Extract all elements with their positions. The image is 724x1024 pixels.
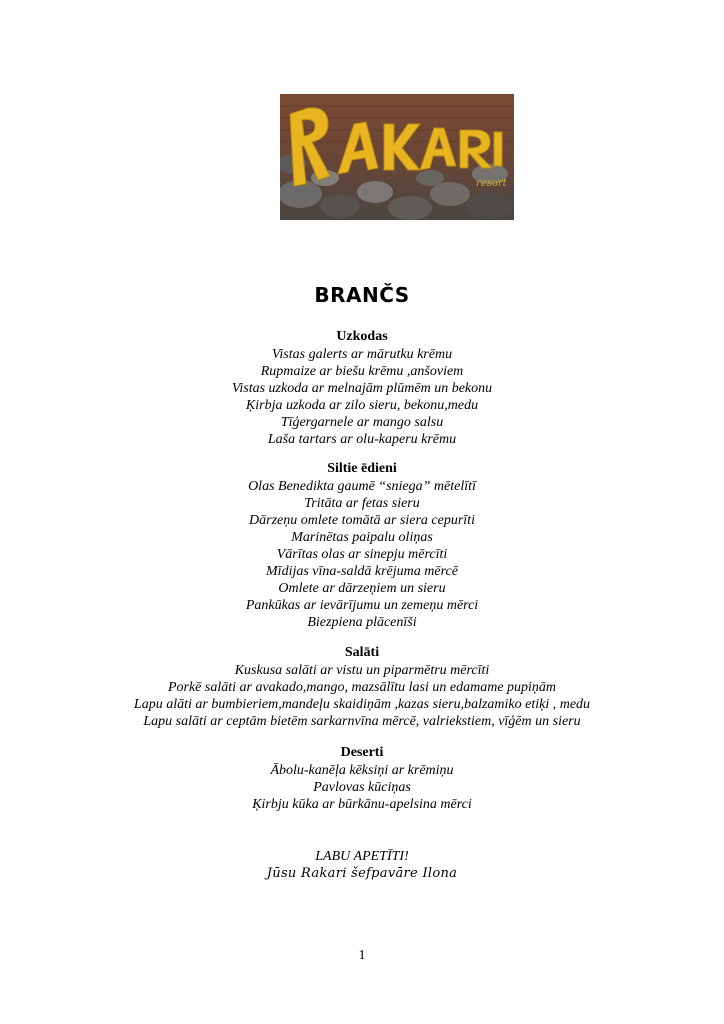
menu-item: Tritāta ar fetas sieru [304,496,420,511]
menu-item: Rupmaize ar biešu krēmu ,anšoviem [260,364,464,379]
menu-item: Vistas galerts ar mārutku krēmu [271,347,453,362]
menu-item: Kuskusa salāti ar vistu un piparmētru mērcīti [234,663,490,678]
menu-item: Olas Benedikta gaumē “sniega” mētelītī [248,479,476,494]
menu-item: Marinētas paipalu oliņas [291,530,433,545]
page-title: BRANČS [314,283,410,307]
rakari-logo-photo [280,94,514,220]
menu-item: Vistas uzkoda ar melnajām plūmēm un bekonu [231,381,493,396]
svg-text:resort: resort [476,178,507,189]
menu-item: Mīdijas vīna-saldā krējuma mērcē [266,564,458,579]
chef-signature: Jūsu Rakari šefpavāre Ilona [266,866,458,881]
menu-item: Lapu alāti ar bumbieriem,mandeļu skaidiņām ,kazas sieru,balzamiko etiķi , medu [133,697,591,712]
menu-item: Ābolu-kanēļa kēksiņi ar krēmiņu [270,763,454,778]
menu-item: Lapu salāti ar ceptām bietēm sarkarnvīna mērcē, valriekstiem, vīģēm un sieru [143,714,581,729]
menu-section-siltie-edieni [0,460,724,631]
menu-section-uzkodas [0,328,724,448]
section-heading: Uzkodas [336,329,388,344]
menu-item: Vārītas olas ar sinepju mērcīti [276,547,448,562]
menu-item: Ķirbja uzkoda ar zilo sieru, bekonu,medu [245,398,479,413]
page-number: 1 [358,948,366,963]
menu-item: Biezpiena plācenīši [307,615,417,630]
menu-item: Tīģergarnele ar mango salsu [280,415,444,430]
section-heading: Deserti [340,745,384,760]
closing-greeting: LABU APETĪTI! [315,849,409,864]
menu-item: Laša tartars ar olu-kaperu krēmu [267,432,457,447]
menu-item: Pavlovas kūciņas [313,780,411,795]
menu-item: Pankūkas ar ievārījumu un zemeņu mērci [245,598,479,613]
menu-item: Porkē salāti ar avakado,mango, mazsālītu lasi un edamame pupiņām [167,680,557,695]
menu-item: Ķirbju kūka ar būrkānu-apelsina mērci [252,797,472,812]
menu-section-salati [0,644,724,730]
menu-section-deserti [0,744,724,813]
menu-item: Dārzeņu omlete tomātā ar siera cepurīti [249,513,475,528]
section-heading: Siltie ēdieni [327,461,397,476]
menu-item: Omlete ar dārzeņiem un sieru [278,581,446,596]
section-heading: Salāti [344,645,380,660]
